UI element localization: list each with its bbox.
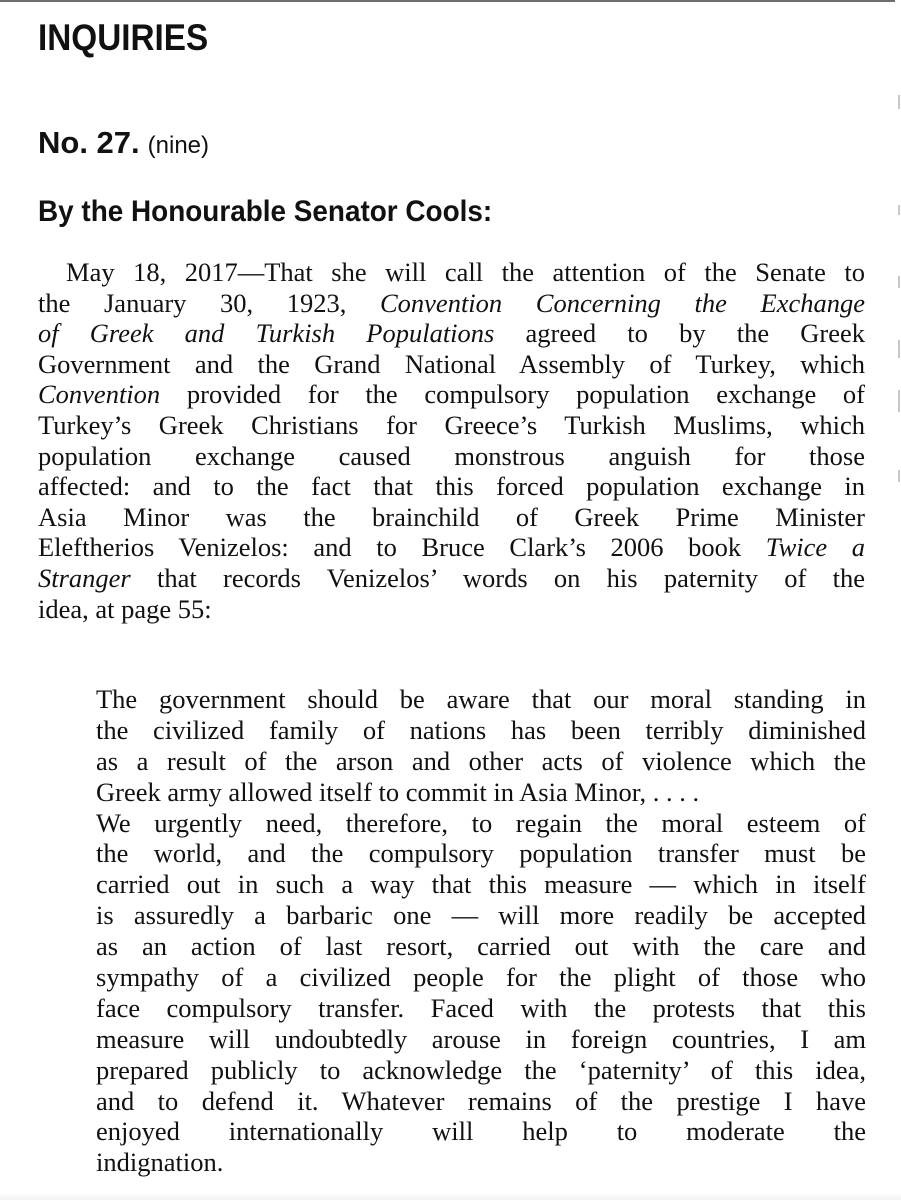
body-line xyxy=(38,471,865,502)
body-line xyxy=(38,532,865,563)
body-text-run: provided for the compulsory population exchange of xyxy=(160,379,865,410)
edge-mark xyxy=(898,276,900,288)
quote-line: and to defend it. Whatever remains of the prestige I have xyxy=(96,1085,866,1116)
body-text-run: population exchange caused monstrous anguish for those xyxy=(38,440,865,471)
quote-line: The government should be aware that our moral standing in xyxy=(96,684,866,714)
quote-line: is assuredly a barbaric one — will more readily be accepted xyxy=(96,900,866,931)
body-text-run: affected: and to the fact that this forced population exchange in xyxy=(38,471,865,502)
body-line xyxy=(38,349,865,380)
quote-line: as an action of last resort, carried out with the care and xyxy=(96,931,866,962)
italic-title: Stranger xyxy=(38,562,131,593)
quote-line: sympathy of a civilized people for the plight of those who xyxy=(96,962,866,993)
quote-line: indignation. xyxy=(96,1147,224,1178)
inquiry-number-label: No. 27. xyxy=(38,125,140,160)
edge-mark xyxy=(898,340,900,358)
body-line xyxy=(38,594,865,625)
right-edge xyxy=(897,0,901,1200)
italic-title: Convention xyxy=(38,379,161,410)
quote-line: face compulsory transfer. Faced with the protests that this xyxy=(96,992,866,1023)
quote-line: We urgently need, therefore, to regain the moral esteem of xyxy=(96,807,866,838)
block-quote xyxy=(96,684,866,1178)
body-line xyxy=(38,379,865,410)
quote-line: carried out in such a way that this measure — which in itself xyxy=(96,869,866,900)
quote-line: prepared publicly to acknowledge the ‘paternity’ of this idea, xyxy=(96,1054,866,1085)
italic-title: of Greek and Turkish Populations xyxy=(38,318,495,349)
edge-mark xyxy=(898,470,900,482)
italic-title: Twice a xyxy=(765,532,865,563)
edge-mark xyxy=(898,205,900,215)
body-line xyxy=(38,288,865,319)
inquiry-number xyxy=(38,121,209,168)
body-text-run: idea, at page 55: xyxy=(38,593,212,624)
senator-heading: By the Honourable Senator Cools: xyxy=(38,195,493,228)
quote-line: enjoyed internationally will help to moderate the xyxy=(96,1116,866,1147)
body-text-run: Asia Minor was the brainchild of Greek Prime Minister xyxy=(38,501,865,532)
body-text-run: Turkey’s Greek Christians for Greece’s Turkish Muslims, which xyxy=(38,409,865,440)
quote-line: the civilized family of nations has been terribly diminished xyxy=(96,714,866,745)
inquiry-body xyxy=(38,257,865,624)
quote-line: measure will undoubtedly arouse in foreign countries, I am xyxy=(96,1023,866,1054)
quote-line: the world, and the compulsory population transfer must be xyxy=(96,838,866,869)
body-line xyxy=(38,257,865,288)
quote-line: Greek army allowed itself to commit in Asia Minor, . . . . xyxy=(96,776,700,807)
body-line xyxy=(38,410,865,441)
body-text-run: the January 30, 1923, xyxy=(38,287,380,318)
body-text-run: agreed to by the Greek xyxy=(494,318,865,349)
inquiry-count-note: (nine) xyxy=(147,132,210,159)
body-text-run: May 18, 2017—That she will call the attention of the Senate to xyxy=(66,257,865,287)
quote-line: as a result of the arson and other acts of violence which the xyxy=(96,745,866,776)
body-line xyxy=(38,441,865,472)
bottom-shadow xyxy=(0,1193,901,1200)
section-title: INQUIRIES xyxy=(38,17,209,58)
body-text-run: that records Venizelos’ words on his paternity of the xyxy=(130,562,865,593)
body-text-run: Government and the Grand National Assembly of Turkey, which xyxy=(38,348,865,379)
italic-title: Convention Concerning the Exchange xyxy=(380,287,865,318)
edge-mark xyxy=(898,95,900,109)
body-text-run: Eleftherios Venizelos: and to Bruce Clark’s 2006 book xyxy=(38,532,766,563)
top-rule xyxy=(0,0,895,2)
body-line xyxy=(38,502,865,533)
body-line xyxy=(38,318,865,349)
edge-mark xyxy=(898,390,900,412)
body-line xyxy=(38,563,865,594)
